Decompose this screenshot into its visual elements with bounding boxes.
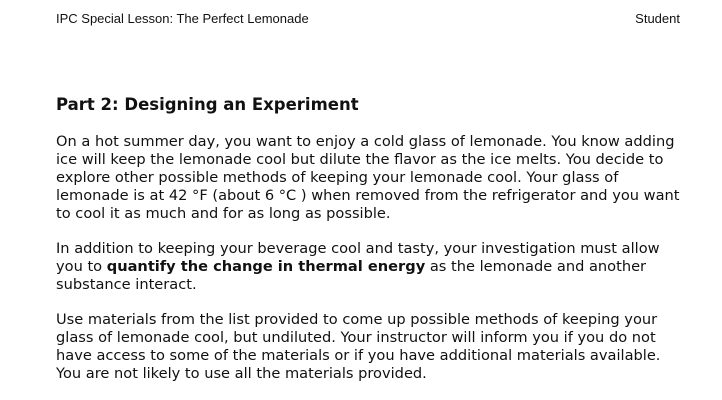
document-body <box>56 95 686 400</box>
audience-label: Student <box>635 11 680 26</box>
page-header <box>56 11 680 27</box>
paragraph-requirement <box>56 240 686 294</box>
paragraph-scenario: On a hot summer day, you want to enjoy a cold glass of lemonade. You know adding ice will keep the lemonade cool but dilute the flavor as the ice melts. You decide to explore other possible methods of keeping your lemonade cool. Your glass of lemonade is at 42 °F (about 6 °C ) when removed from the refrigerator and you want to cool it as much and for as long as possible. <box>56 133 680 222</box>
paragraph-materials: Use materials from the list provided to come up possible methods of keeping your glass of lemonade cool, but undiluted. Your instructor will inform you if you do not have access to some of the materials or if you have additional materials available. You are not likely to use all the materials provided. <box>56 311 661 382</box>
emphasis-thermal-energy: quantify the change in thermal energy <box>106 258 426 275</box>
document-title: IPC Special Lesson: The Perfect Lemonade <box>56 11 309 26</box>
paragraph-requirement-tail: as the lemonade and another substance interact. <box>56 258 647 293</box>
paragraph-requirement-lead: In addition to keeping your beverage cool and tasty, your investigation must allow you to <box>56 240 660 275</box>
section-heading: Part 2: Designing an Experiment <box>56 95 359 114</box>
